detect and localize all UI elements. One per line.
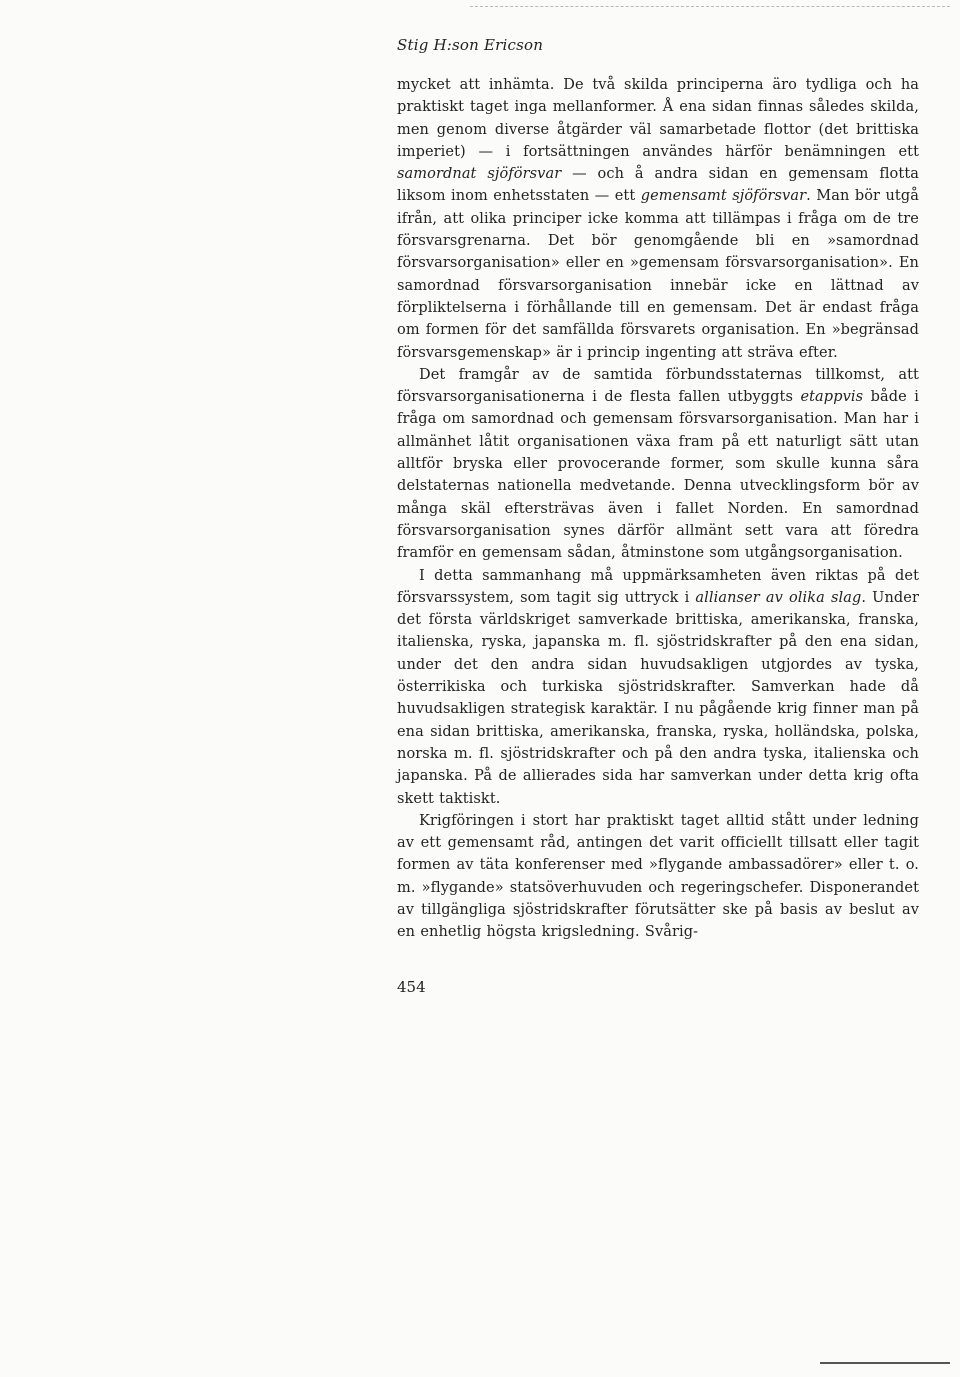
bottom-scan-rule (820, 1362, 950, 1364)
emphasized-text: gemensamt sjöförsvar (640, 188, 807, 205)
text-run: både i fråga om samordnad och gemensam försvarsorganisation. Man har i allmänhet låtit organisationen växa fram på ett naturligt sätt utan alltför bryska eller provocerande former, som skulle kunna såra delstaternas nationella medvetande. Denna utvecklingsform bör av många skäl eftersträvas även i fallet Norden. En samordnad försvarsorganisation synes därför allmänt sett vara att föredra framför en gemensam sådan, åtminstone som utgångsorganisation. (397, 389, 919, 562)
text-run: Det framgår av de samtida förbundsstaternas tillkomst, att försvarsorganisationerna i de flesta fallen utbyggts (397, 366, 919, 406)
document-page (397, 36, 919, 996)
text-run: . Man bör utgå ifrån, att olika principer icke komma att tillämpas i fråga om de tre försvarsgrenarna. Det bör genomgående bli en »samordnad försvarsorganisation» eller en »gemensam försvarsorganisation». En samordnad försvarsorganisation innebär icke en lättnad av förpliktelserna i förhållande till en gemensam. Det är endast fråga om formen för det samfällda försvarets organisation. En »begränsad försvarsgemenskap» är i princip ingenting att sträva efter. (397, 188, 919, 361)
running-head: Stig H:son Ericson (397, 36, 544, 54)
text-run: . Under det första världskriget samverkade brittiska, amerikanska, franska, italienska, ryska, japanska m. fl. sjöstridskrafter på den ena sidan, under det den andra sidan huvudsakligen utgjordes av tyska, österrikiska och turkiska sjöstridskrafter. Samverkan hade då huvudsakligen strategisk karaktär. I nu pågående krig finner man på ena sidan brittiska, amerikanska, franska, ryska, holländska, polska, norska m. fl. sjöstridskrafter och på den andra tyska, italienska och japanska. På de allierades sida har samverkan under detta krig ofta skett taktiskt. (397, 589, 919, 807)
emphasized-text: etappvis (800, 389, 864, 406)
emphasized-text: allianser av olika slag (695, 589, 862, 606)
page-number: 454 (397, 977, 426, 996)
paragraph (397, 565, 919, 810)
text-run: mycket att inhämta. De två skilda principerna äro tydliga och ha praktiskt taget inga mellanformer. Å ena sidan finnas således skilda, men genom diverse åtgärder väl samarbetade flottor (det brittiska imperiet) — i fortsättningen användes härför benämningen ett (397, 77, 919, 160)
top-scan-rule (470, 6, 950, 7)
paragraph (397, 810, 919, 944)
body-text (397, 74, 919, 944)
text-run: — och å andra sidan en gemensam flotta liksom inom enhetsstaten — ett (397, 166, 919, 205)
paragraph (397, 74, 919, 364)
text-run: I detta sammanhang må uppmärksamheten även riktas på det försvarssystem, som tagit sig uttryck i (397, 567, 919, 606)
text-run: Krigföringen i stort har praktiskt taget alltid stått under ledning av ett gemensamt råd, antingen det varit officiellt tillsatt eller tagit formen av täta konferenser med »flygande ambassadörer» eller t. o. m. »flygande» statsöverhuvuden och regeringschefer. Disponerandet av tillgängliga sjöstridskrafter förutsätter ske på basis av beslut av en enhetlig högsta krigsledning. Svårig- (397, 812, 919, 941)
emphasized-text: samordnat sjöförsvar (397, 166, 562, 183)
paragraph (397, 364, 919, 565)
